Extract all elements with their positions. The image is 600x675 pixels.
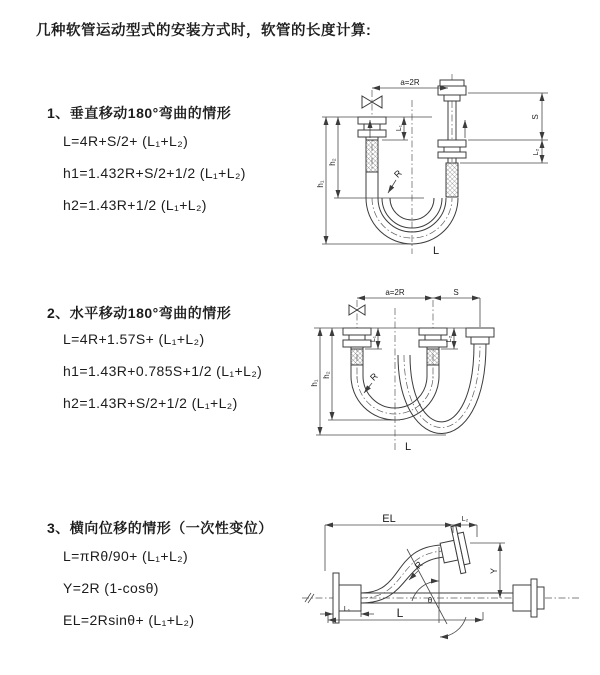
section-1-formula-h1: h1=1.432R+S/2+1/2 (L₁+L₂) bbox=[63, 165, 246, 181]
dim-label-h2: h₂ bbox=[322, 371, 331, 379]
dim-label-h1: h₁ bbox=[316, 180, 325, 188]
section-3-formula-y: Y=2R (1-cosθ) bbox=[63, 580, 159, 596]
dim-label-a2r: a=2R bbox=[385, 288, 405, 297]
dim-label-l2: L₂ bbox=[446, 335, 453, 343]
page-title: 几种软管运动型式的安装方式时，软管的长度计算: bbox=[36, 23, 372, 39]
dimension-lines bbox=[314, 298, 480, 435]
dim-label-a2r: a=2R bbox=[400, 78, 420, 87]
dimension-lines bbox=[322, 88, 548, 244]
left-pipe-fitting bbox=[358, 117, 386, 172]
left-flange-fitting bbox=[333, 573, 361, 623]
dim-label-l2: L₂ bbox=[533, 148, 540, 156]
dim-label-r: R bbox=[392, 168, 404, 180]
dim-label-r: R bbox=[412, 559, 425, 571]
dim-label-h1: h₁ bbox=[310, 379, 319, 387]
diagram-horizontal-180-bend bbox=[308, 283, 596, 458]
dim-label-s: S bbox=[453, 288, 459, 297]
section-1-heading: 1、垂直移动180°弯曲的情形 bbox=[47, 105, 232, 121]
middle-pipe-fitting bbox=[419, 328, 447, 365]
section-2-heading: 2、水平移动180°弯曲的情形 bbox=[47, 305, 232, 321]
dim-label-l1: L₁ bbox=[370, 335, 377, 343]
section-2-formula-l: L=4R+1.57S+ (L₁+L₂) bbox=[63, 331, 205, 347]
dim-label-r: R bbox=[368, 371, 380, 383]
dim-label-l2: L₂ bbox=[461, 516, 469, 523]
dim-label-s: S bbox=[531, 114, 540, 120]
section-3-formula-l: L=πRθ/90+ (L₁+L₂) bbox=[63, 548, 189, 564]
right-flange-fitting bbox=[513, 579, 544, 617]
section-1-formula-l: L=4R+S/2+ (L₁+L₂) bbox=[63, 133, 189, 149]
left-pipe-fitting bbox=[343, 328, 371, 365]
displaced-flange-fitting bbox=[437, 524, 471, 576]
section-2-formula-h1: h1=1.43R+0.785S+1/2 (L₁+L₂) bbox=[63, 363, 263, 379]
moved-pipe-fitting bbox=[466, 328, 494, 344]
dim-label-theta: θ bbox=[427, 596, 433, 605]
dim-label-y: Y bbox=[489, 567, 499, 575]
dim-label-h2: h₂ bbox=[328, 158, 337, 166]
hose-displaced-position bbox=[361, 545, 446, 603]
dim-label-l: L bbox=[396, 606, 404, 620]
dim-label-l1: L₁ bbox=[343, 606, 351, 613]
dim-label-l1: L₁ bbox=[396, 124, 403, 132]
section-1-formula-h2: h2=1.43R+1/2 (L₁+L₂) bbox=[63, 197, 207, 213]
section-2-formula-h2: h2=1.43R+S/2+1/2 (L₁+L₂) bbox=[63, 395, 238, 411]
dim-label-l: L bbox=[404, 441, 412, 453]
dim-label-el: EL bbox=[382, 513, 396, 525]
hose-u-moved bbox=[398, 344, 486, 434]
section-3-formula-el: EL=2Rsinθ+ (L₁+L₂) bbox=[63, 612, 195, 628]
diagram-lateral-displacement bbox=[296, 505, 600, 657]
section-3-heading: 3、横向位移的情形（一次性变位） bbox=[47, 520, 273, 536]
diagram-vertical-180-bend bbox=[312, 70, 588, 258]
dim-label-l: L bbox=[432, 245, 440, 257]
